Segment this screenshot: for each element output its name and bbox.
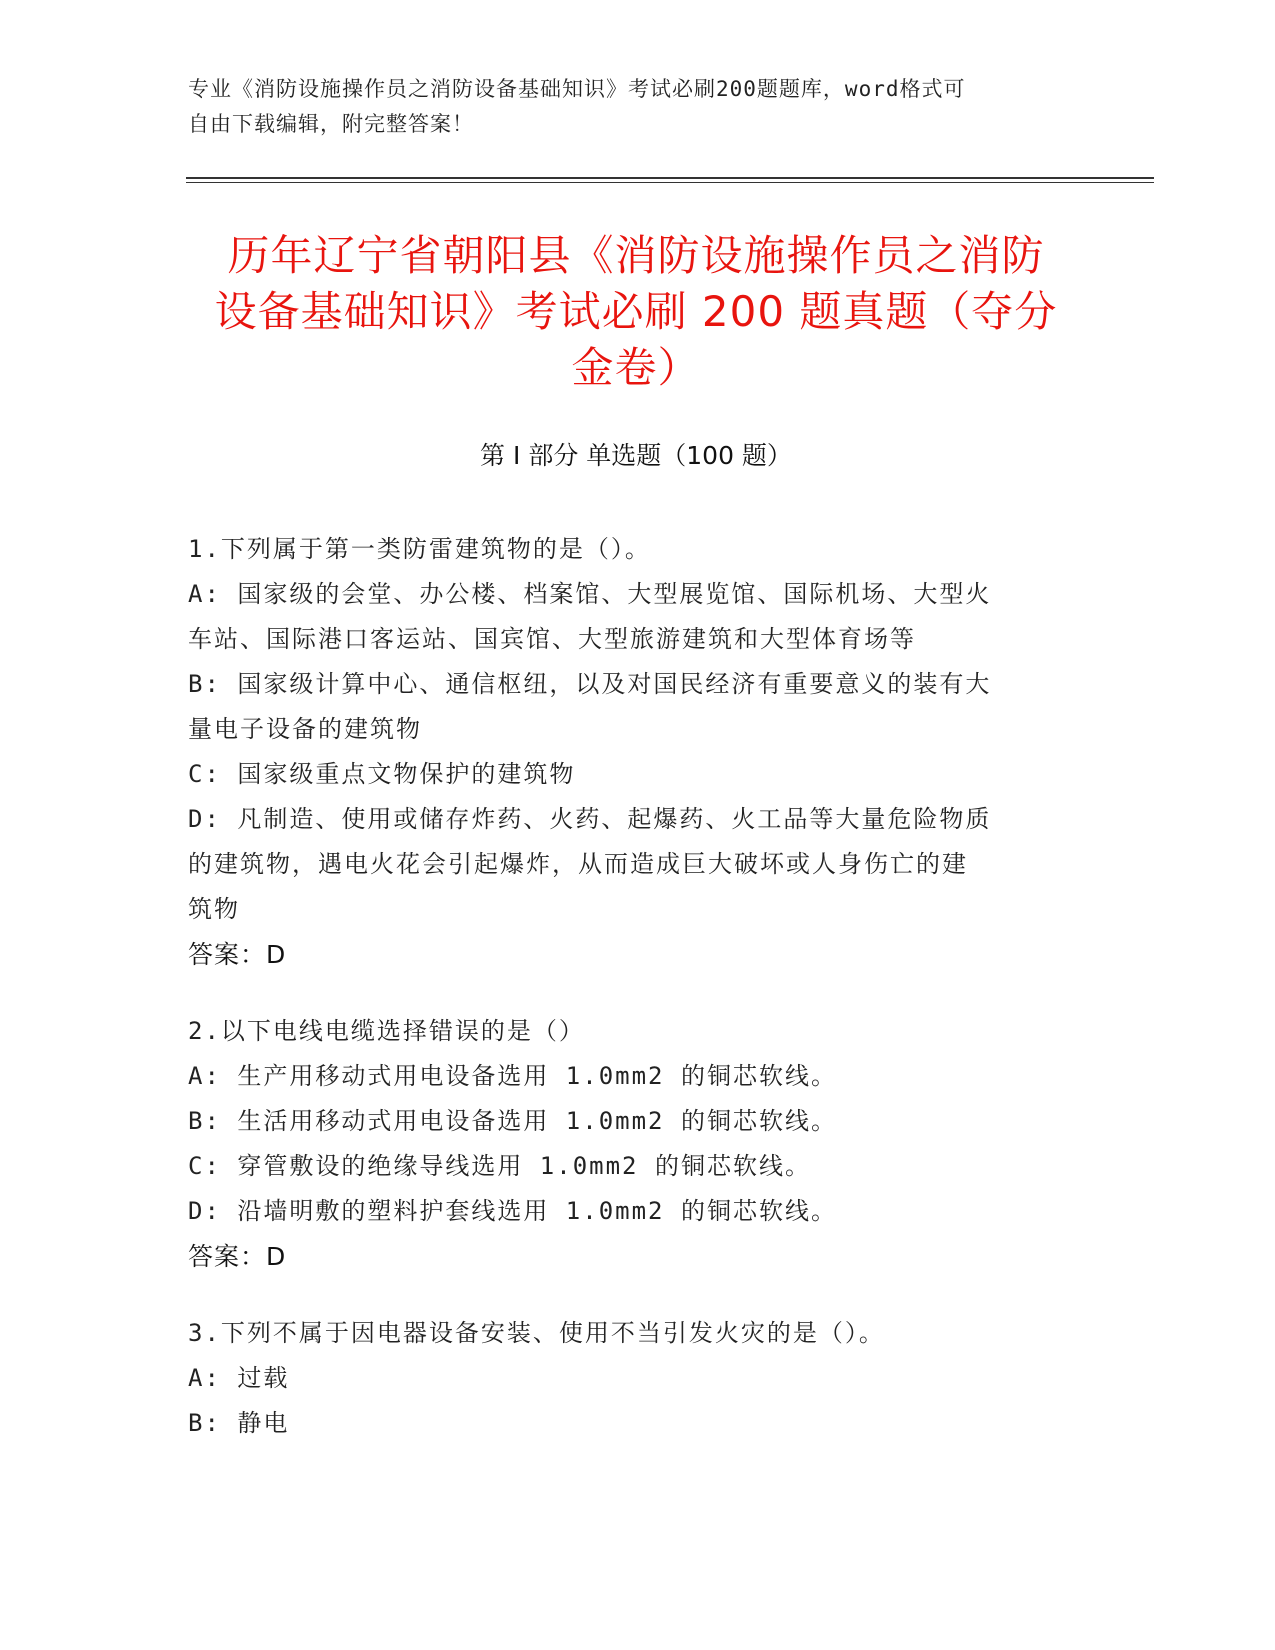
title-line-2: 设备基础知识》考试必刷 200 题真题（夺分: [214, 287, 1058, 336]
question-list: [188, 527, 1078, 1478]
option-c: C: 国家级重点文物保护的建筑物: [188, 760, 576, 788]
option-d: 的建筑物，遇电火花会引起爆炸，从而造成巨大破坏或人身伤亡的建: [188, 850, 968, 878]
section-title: 第 I 部分 单选题（100 题）: [480, 441, 792, 470]
title-line-3: 金卷）: [571, 343, 701, 392]
question-3: [188, 1311, 1078, 1446]
option-a: A: 生产用移动式用电设备选用 1.0mm2 的铜芯软线。: [188, 1062, 837, 1090]
question-stem: 2.以下电线电缆选择错误的是（）: [188, 1017, 585, 1045]
document-title: [186, 228, 1086, 396]
question-2: [188, 1009, 1078, 1279]
option-c: C: 穿管敷设的绝缘导线选用 1.0mm2 的铜芯软线。: [188, 1152, 811, 1180]
option-b: B: 生活用移动式用电设备选用 1.0mm2 的铜芯软线。: [188, 1107, 837, 1135]
answer: 答案：D: [188, 1242, 287, 1271]
document-header: [188, 72, 1078, 142]
option-b: B: 国家级计算中心、通信枢纽，以及对国民经济有重要意义的装有大: [188, 670, 992, 698]
question-stem: 1.下列属于第一类防雷建筑物的是（）。: [188, 535, 651, 563]
title-line-1: 历年辽宁省朝阳县《消防设施操作员之消防: [227, 231, 1045, 280]
header-divider-thick: [186, 177, 1154, 179]
option-d: 筑物: [188, 895, 240, 923]
option-d: D: 凡制造、使用或储存炸药、火药、起爆药、火工品等大量危险物质: [188, 805, 992, 833]
header-divider-thin: [186, 182, 1154, 183]
header-line-1: 专业《消防设施操作员之消防设备基础知识》考试必刷200题题库，word格式可: [188, 77, 966, 101]
answer: 答案：D: [188, 940, 287, 969]
option-a: A: 过载: [188, 1364, 290, 1392]
option-a: A: 国家级的会堂、办公楼、档案馆、大型展览馆、国际机场、大型火: [188, 580, 992, 608]
option-b: 量电子设备的建筑物: [188, 715, 422, 743]
option-b: B: 静电: [188, 1409, 290, 1437]
header-line-2: 自由下载编辑，附完整答案！: [188, 112, 474, 136]
question-1: [188, 527, 1078, 977]
option-d: D: 沿墙明敷的塑料护套线选用 1.0mm2 的铜芯软线。: [188, 1197, 837, 1225]
option-a: 车站、国际港口客运站、国宾馆、大型旅游建筑和大型体育场等: [188, 625, 916, 653]
question-stem: 3.下列不属于因电器设备安装、使用不当引发火灾的是（）。: [188, 1319, 885, 1347]
